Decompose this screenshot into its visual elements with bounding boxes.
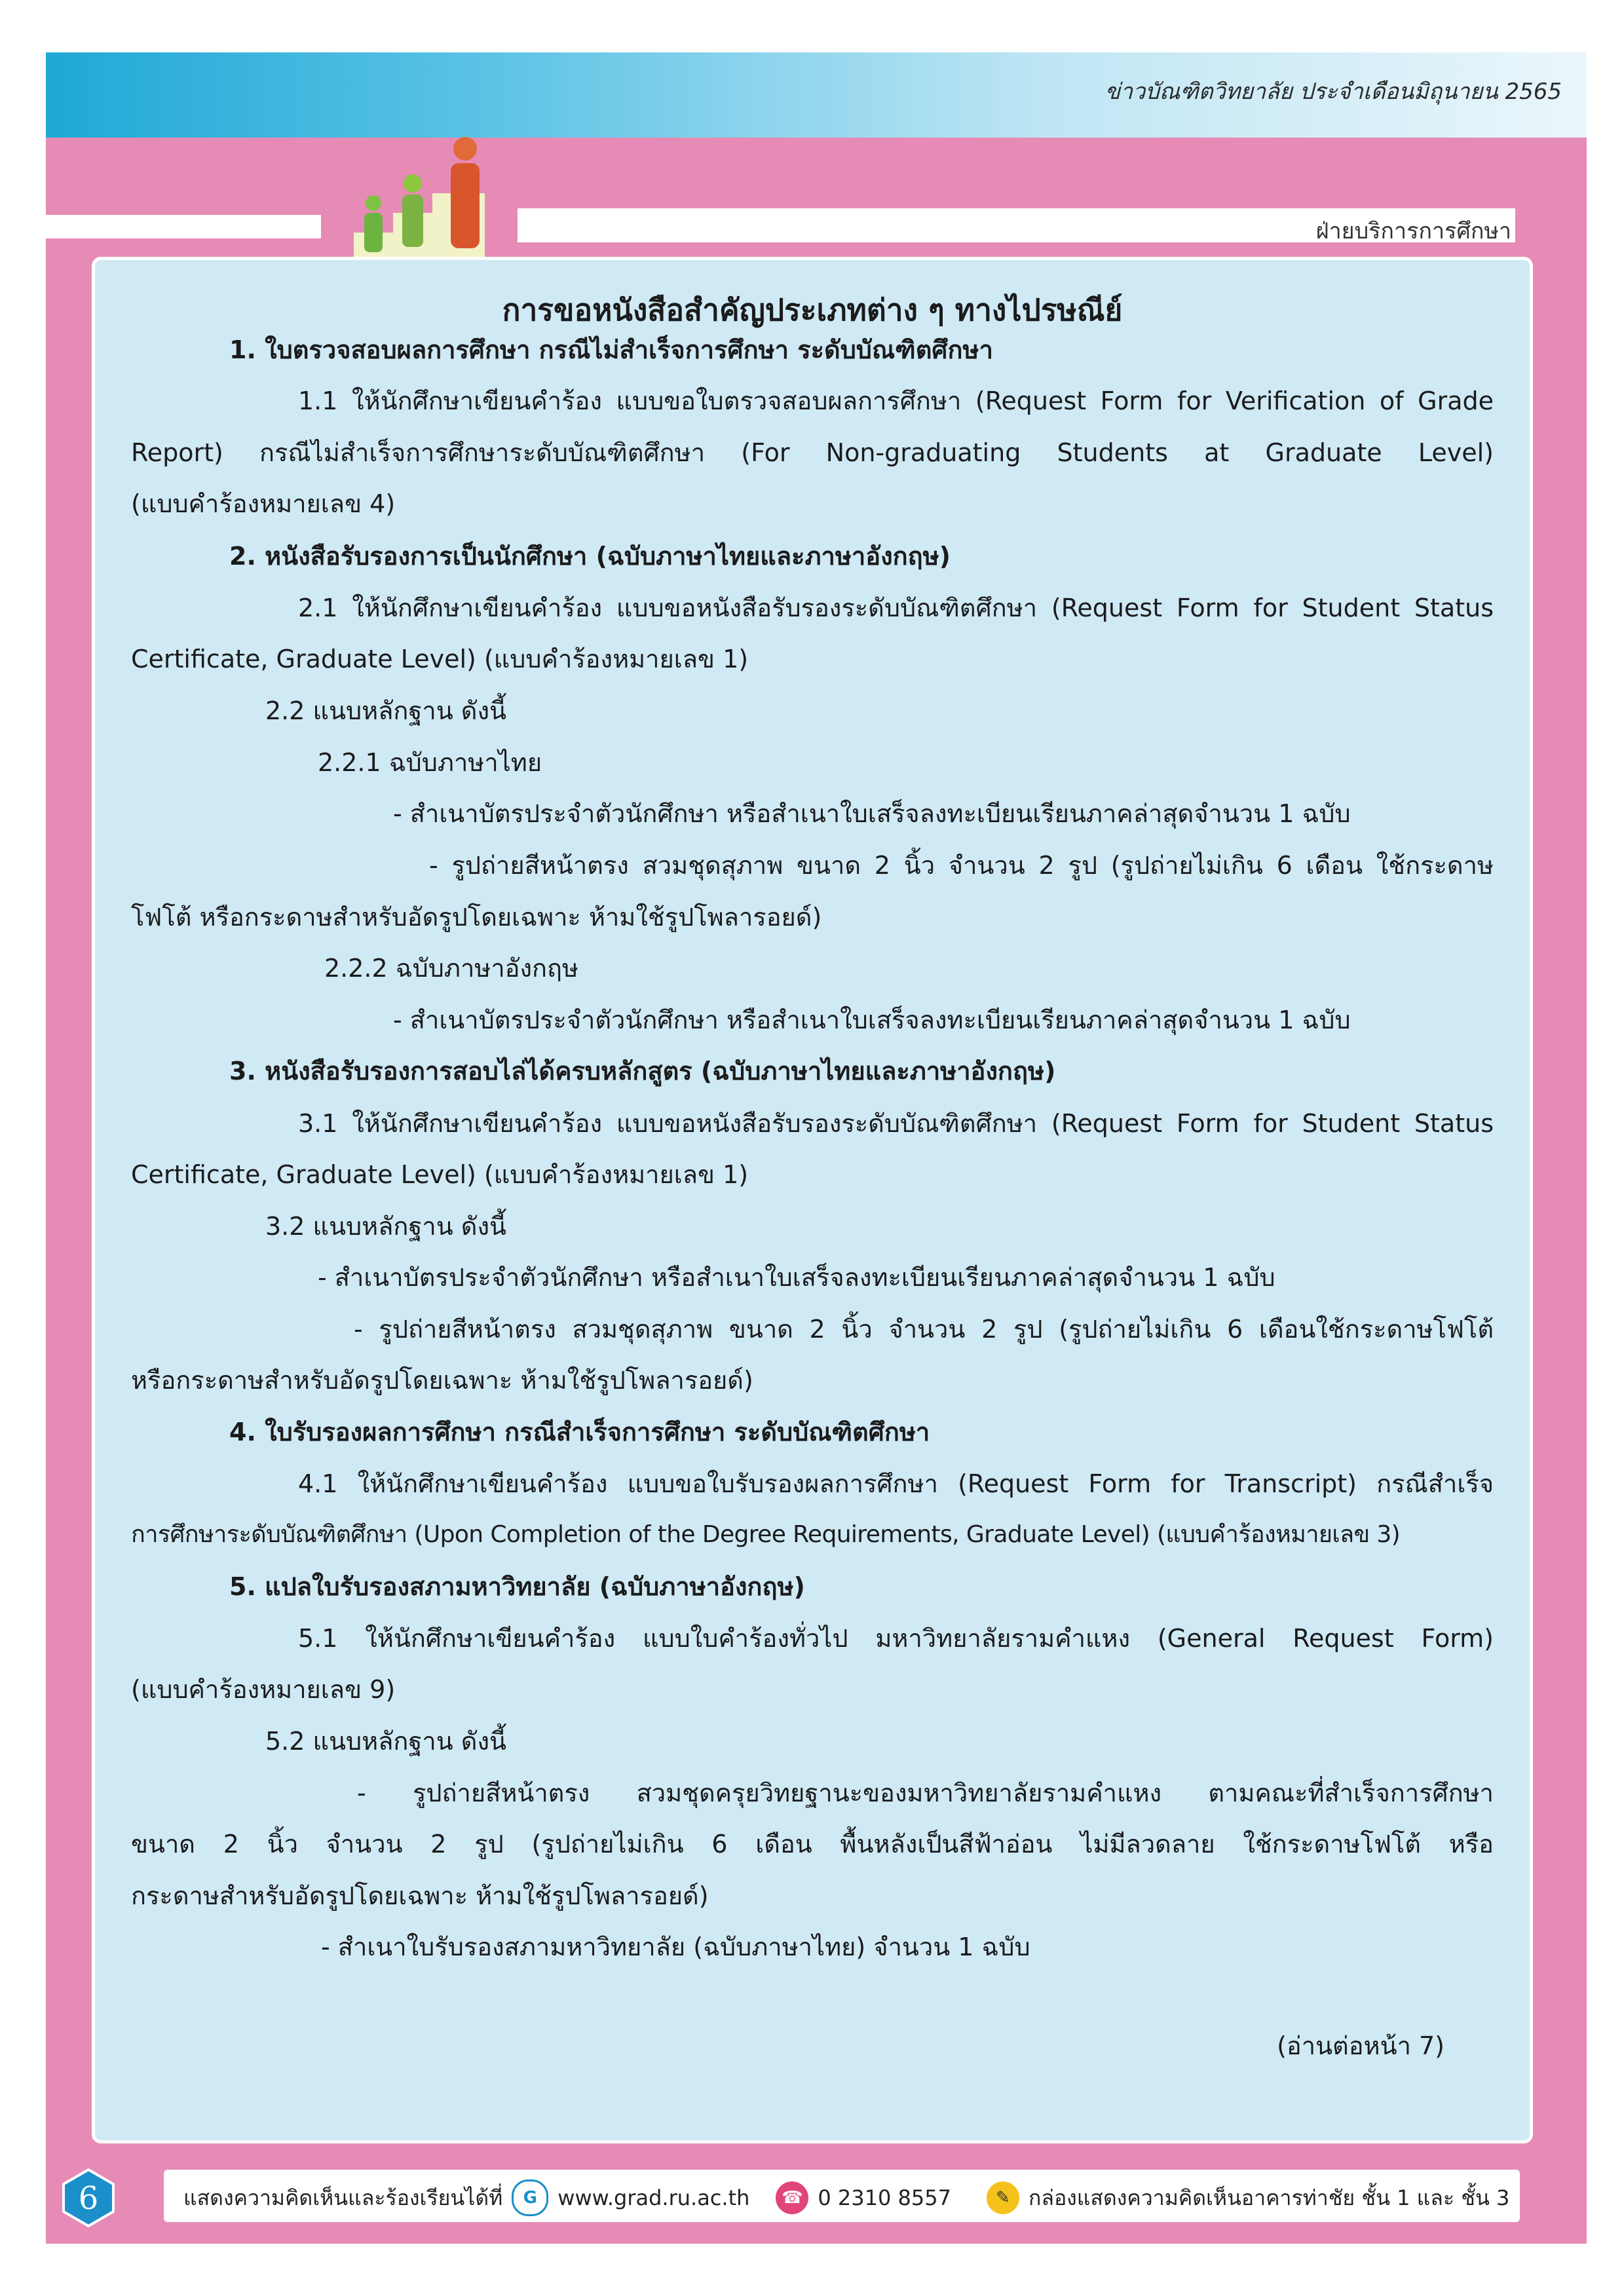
document-title: การขอหนังสือสำคัญประเภทต่าง ๆ ทางไปรษณีย์ xyxy=(502,292,1123,328)
section-4-1-line-1: 4.1 ให้นักศึกษาเขียนคำร้อง แบบขอใบรับรองผลการศึกษา (Request Form for Transcript) กรณีสำเร็จ xyxy=(298,1469,1494,1498)
section-5-1-line-1: 5.1 ให้นักศึกษาเขียนคำร้อง แบบใบคำร้องทั่วไป มหาวิทยาลัยรามคำแหง (General Request Form) xyxy=(298,1624,1494,1653)
phone-icon: ☎ xyxy=(776,2181,808,2214)
section-2-1-line-1: 2.1 ให้นักศึกษาเขียนคำร้อง แบบขอหนังสือรับรองระดับบัณฑิตศึกษา (Request Form for Student Status xyxy=(298,594,1494,622)
bullet-5-2-a-line-2: ขนาด 2 นิ้ว จำนวน 2 รูป (รูปถ่ายไม่เกิน 6 เดือน พื้นหลังเป็นสีฟ้าอ่อน ไม่มีลวดลาย ใช้กระดาษโฟโต้ หรือ xyxy=(131,1830,1494,1858)
bullet-5-2-a-line-3: กระดาษสำหรับอัดรูปโดยเฉพาะ ห้ามใช้รูปโพลารอยด์) xyxy=(131,1881,709,1910)
section-2-2-2: 2.2.2 ฉบับภาษาอังกฤษ xyxy=(324,954,579,983)
content-panel xyxy=(92,257,1533,2143)
header-left-bar xyxy=(46,215,321,238)
section-2-heading: 2. หนังสือรับรองการเป็นนักศึกษา (ฉบับภาษาไทยและภาษาอังกฤษ) xyxy=(229,542,951,571)
website-link[interactable]: www.grad.ru.ac.th xyxy=(557,2185,750,2210)
section-3-2: 3.2 แนบหลักฐาน ดังนี้ xyxy=(265,1212,507,1241)
comment-text: แสดงความคิดเห็นและร้องเรียนได้ที่ xyxy=(183,2185,503,2210)
bullet-3-2-b-line-2: หรือกระดาษสำหรับอัดรูปโดยเฉพาะ ห้ามใช้รูปโพลารอยด์) xyxy=(131,1366,753,1395)
footer-contacts xyxy=(183,2178,1509,2217)
bullet-2-2-1-b-line-1: - รูปถ่ายสีหน้าตรง สวมชุดสุภาพ ขนาด 2 นิ้ว จำนวน 2 รูป (รูปถ่ายไม่เกิน 6 เดือน ใช้กระดาษ xyxy=(429,851,1494,880)
section-5-heading: 5. แปลใบรับรองสภามหาวิทยาลัย (ฉบับภาษาอังกฤษ) xyxy=(229,1572,805,1601)
page-number: 6 xyxy=(78,2179,99,2217)
bullet-2-2-2-a: - สำเนาบัตรประจำตัวนักศึกษา หรือสำเนาใบเสร็จลงทะเบียนเรียนภาคล่าสุดจำนวน 1 ฉบับ xyxy=(393,1006,1351,1034)
section-1-1-line-3: (แบบคำร้องหมายเลข 4) xyxy=(131,489,396,518)
grad-logo-icon: G xyxy=(512,2179,548,2216)
section-2-2-1: 2.2.1 ฉบับภาษาไทย xyxy=(318,748,542,777)
section-4-heading: 4. ใบรับรองผลการศึกษา กรณีสำเร็จการศึกษา ระดับบัณฑิตศึกษา xyxy=(229,1418,930,1446)
bullet-3-2-a: - สำเนาบัตรประจำตัวนักศึกษา หรือสำเนาใบเสร็จลงทะเบียนเรียนภาคล่าสุดจำนวน 1 ฉบับ xyxy=(318,1263,1275,1292)
section-5-1-line-2: (แบบคำร้องหมายเลข 9) xyxy=(131,1675,396,1704)
bullet-2-2-1-a: - สำเนาบัตรประจำตัวนักศึกษา หรือสำเนาใบเสร็จลงทะเบียนเรียนภาคล่าสุดจำนวน 1 ฉบับ xyxy=(393,799,1351,828)
bottom-margin xyxy=(0,2244,1624,2283)
section-5-2: 5.2 แนบหลักฐาน ดังนี้ xyxy=(265,1727,507,1756)
section-2-2: 2.2 แนบหลักฐาน ดังนี้ xyxy=(265,696,507,725)
section-4-1-line-2: การศึกษาระดับบัณฑิตศึกษา (Upon Completion of the Degree Requirements, Graduate Level) (แบบคำร้องหมายเลข 3) xyxy=(131,1521,1401,1548)
section-2-1-line-2: Certificate, Graduate Level) (แบบคำร้องหมายเลข 1) xyxy=(131,645,749,673)
section-1-1-line-1: 1.1 ให้นักศึกษาเขียนคำร้อง แบบขอใบตรวจสอบผลการศึกษา (Request Form for Verification of Grade xyxy=(298,387,1494,415)
section-1-heading: 1. ใบตรวจสอบผลการศึกษา กรณีไม่สำเร็จการศึกษา ระดับบัณฑิตศึกษา xyxy=(229,335,993,364)
people-steps-icon xyxy=(341,134,498,259)
newsletter-title: ข่าวบัณฑิตวิทยาลัย ประจำเดือนมิถุนายน 2565 xyxy=(1105,79,1562,105)
bullet-2-2-1-b-line-2: โฟโต้ หรือกระดาษสำหรับอัดรูปโดยเฉพาะ ห้ามใช้รูปโพลารอยด์) xyxy=(131,903,822,932)
section-1-1-line-2: Report) กรณีไม่สำเร็จการศึกษาระดับบัณฑิตศึกษา (For Non-graduating Students at Graduate Level) xyxy=(131,438,1494,467)
section-3-1-line-1: 3.1 ให้นักศึกษาเขียนคำร้อง แบบขอหนังสือรับรองระดับบัณฑิตศึกษา (Request Form for Student Status xyxy=(298,1109,1494,1138)
section-3-1-line-2: Certificate, Graduate Level) (แบบคำร้องหมายเลข 1) xyxy=(131,1160,749,1189)
department-label: ฝ่ายบริการการศึกษา xyxy=(1315,218,1511,244)
bullet-5-2-a-line-1: - รูปถ่ายสีหน้าตรง สวมชุดครุยวิทยฐานะของมหาวิทยาลัยรามคำแหง ตามคณะที่สำเร็จการศึกษา xyxy=(357,1779,1494,1807)
comment-box-location: กล่องแสดงความคิดเห็นอาคารท่าชัย ชั้น 1 และ ชั้น 3 xyxy=(1028,2185,1510,2210)
comment-box-icon: ✎ xyxy=(987,2181,1019,2214)
section-3-heading: 3. หนังสือรับรองการสอบไล่ได้ครบหลักสูตร (ฉบับภาษาไทยและภาษาอังกฤษ) xyxy=(229,1057,1056,1085)
bullet-5-2-b: - สำเนาใบรับรองสภามหาวิทยาลัย (ฉบับภาษาไทย) จำนวน 1 ฉบับ xyxy=(321,1933,1030,1961)
continued-note: (อ่านต่อหน้า 7) xyxy=(1277,2031,1445,2060)
phone-number: 0 2310 8557 xyxy=(818,2185,951,2210)
bullet-3-2-b-line-1: - รูปถ่ายสีหน้าตรง สวมชุดสุภาพ ขนาด 2 นิ้ว จำนวน 2 รูป (รูปถ่ายไม่เกิน 6 เดือนใช้กระดาษโฟโต้ xyxy=(354,1315,1494,1344)
